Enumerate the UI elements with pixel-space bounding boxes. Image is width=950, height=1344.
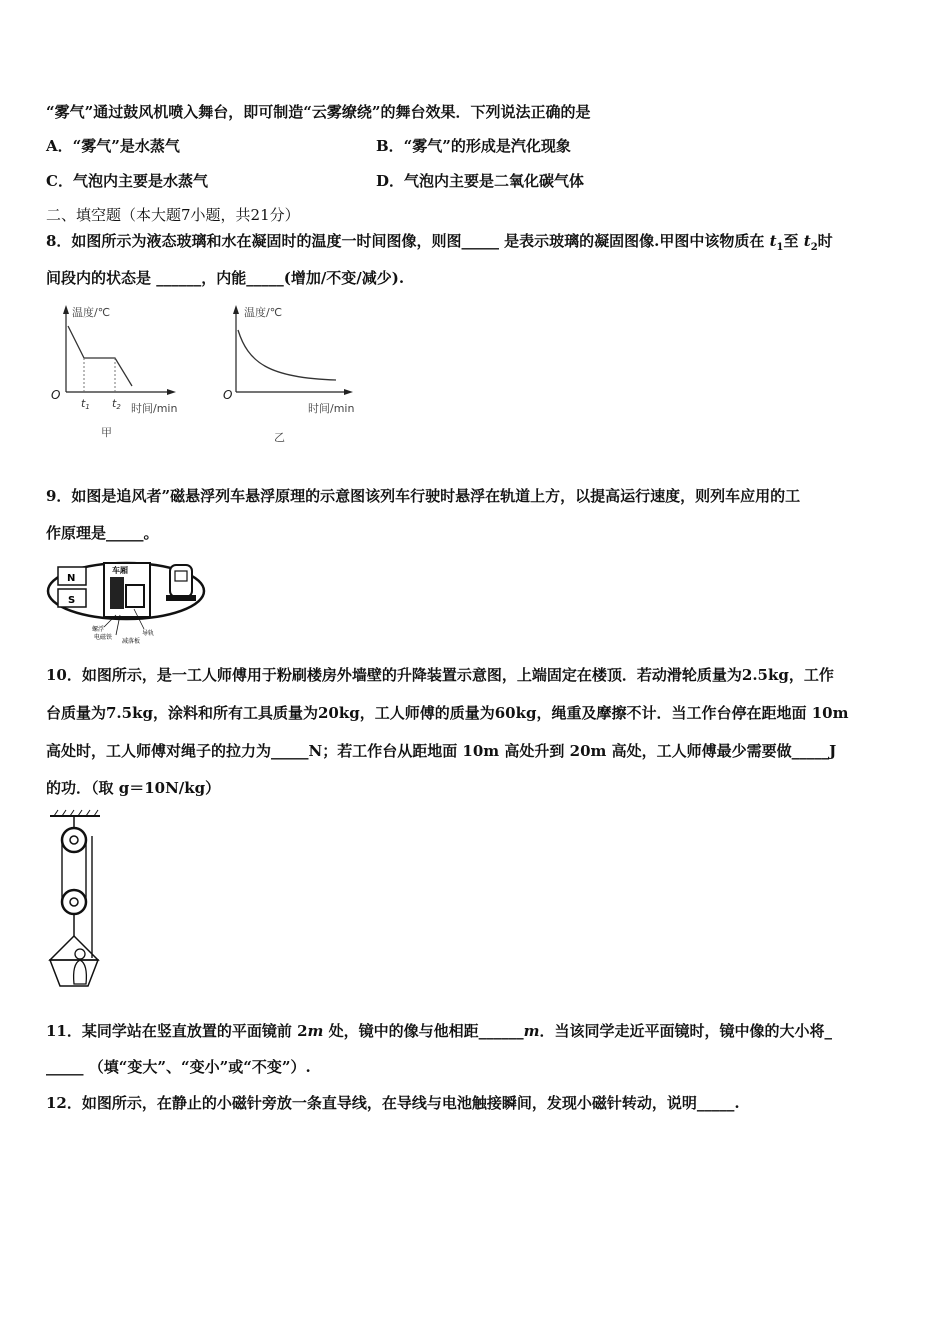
graph-jia-caption: 甲 (101, 426, 112, 439)
graph-jia-t1-sub: 1 (85, 403, 90, 411)
q10-line-3: 高处时，工人师傅对绳子的拉力为_____N；若工作台从距地面 10m 高处升到 20m 高处，工人师傅最少需要做_____J (46, 742, 837, 760)
q9-line-2: 作原理是_____。 (46, 524, 159, 542)
graph-jia-t1-label (81, 397, 90, 411)
maglev-label-2: 电磁铁 (94, 634, 113, 641)
q11-unit-m2: m (523, 1022, 540, 1040)
q11-part-a: 11．某同学站在竖直放置的平面镜前 2 (46, 1022, 308, 1040)
q8-line-2: 间段内的状态是 ______，内能_____(增加/不变/减少). (46, 269, 405, 287)
graph-jia-t1: t (81, 397, 86, 410)
q10-line-2: 台质量为7.5kg，涂料和所有工具质量为20kg，工人师傅的质量为60kg，绳重及摩擦不计．当工作台停在距地面 10m (46, 704, 849, 722)
worker-head (75, 949, 85, 959)
electromagnet-block (110, 577, 124, 609)
graph-yi-xlabel: 时间/min (308, 402, 355, 415)
graph-yi-y-arrow (233, 305, 239, 314)
q8-t2-sub: 2 (810, 242, 818, 253)
graph-jia-t2-sub: 2 (116, 403, 121, 411)
graph-yi-caption: 乙 (274, 431, 285, 444)
train-car-label: 车厢 (112, 566, 128, 575)
q8-graph-jia (46, 300, 206, 448)
fixed-pulley-hub (70, 836, 78, 844)
q8-t2: t (803, 232, 811, 250)
magnet-s-label: S (68, 595, 76, 606)
graph-yi-origin: O (223, 388, 233, 402)
q8-t1-sub: 1 (776, 242, 784, 253)
graph-yi-curve (238, 330, 336, 380)
q11-part-c: ．当该同学走近平面镜时，镜中像的大小将_ (539, 1022, 833, 1040)
graph-jia-y-arrow (63, 305, 69, 314)
worker-body (74, 960, 87, 984)
maglev-label-1: 螺浮 (92, 626, 105, 633)
q9-line-1: 9．如图是追风者”磁悬浮列车悬浮原理的示意图该列车行驶时悬浮在轨道上方，以提高运行速度，则列车应用的工 (46, 487, 801, 505)
graph-jia-curve (68, 326, 132, 386)
graph-yi-x-arrow (344, 389, 353, 395)
q7-option-b: B．“雾气”的形成是汽化现象 (376, 137, 571, 155)
q10-line-1: 10．如图所示，是一工人师傅用于粉刷楼房外墙壁的升降装置示意图，上端固定在楼顶．若动滑轮质量为2.5kg，工作 (46, 666, 834, 684)
train-window (175, 571, 187, 581)
graph-jia-t2-label (112, 397, 121, 411)
graph-yi-ylabel: 温度/℃ (244, 306, 283, 319)
q9-maglev-figure (46, 555, 206, 645)
maglev-label-4: 减落板 (122, 638, 141, 645)
guide-rail (126, 585, 144, 607)
front-rail (166, 595, 196, 601)
q8-line-1-suffix: 时 (817, 232, 833, 250)
graph-jia-x-arrow (167, 389, 176, 395)
q7-option-c: C．气泡内主要是水蒸气 (46, 172, 208, 190)
graph-jia-origin: O (51, 388, 61, 402)
q10-pulley-figure (44, 808, 110, 994)
q11-part-b: 处，镜中的像与他相距______ (323, 1022, 524, 1040)
q11-unit-m: m (307, 1022, 324, 1040)
maglev-label-3: 导轨 (142, 630, 155, 637)
q8-graph-yi (218, 300, 378, 448)
q7-option-d: D．气泡内主要是二氧化碳气体 (376, 172, 585, 190)
graph-jia-xlabel: 时间/min (131, 402, 178, 415)
magnet-n-label: N (67, 573, 76, 584)
q11-line-1 (46, 1021, 832, 1041)
q8-t1: t (769, 232, 777, 250)
q8-line-1-prefix: 8．如图所示为液态玻璃和水在凝固时的温度一时间图像，则图_____ 是表示玻璃的凝固图像.甲图中该物质在 (46, 232, 770, 250)
q7-option-a: A．“雾气”是水蒸气 (46, 137, 180, 155)
q10-line-4: 的功．（取 g＝10N/kg） (46, 779, 221, 797)
graph-jia-ylabel: 温度/℃ (72, 306, 111, 319)
q8-mid: 至 (783, 232, 804, 250)
q12-line-1: 12．如图所示，在静止的小磁针旁放一条直导线，在导线与电池触接瞬间，发现小磁针转动，说明_____. (46, 1094, 740, 1112)
q11-line-2: _____ （填“变大”、“变小”或“不变”）. (46, 1058, 311, 1076)
platform-frame (50, 936, 98, 960)
section-heading: 二、填空题（本大题7小题，共21分） (46, 206, 300, 224)
graph-jia-t2: t (112, 397, 117, 410)
q7-stem: “雾气”通过鼓风机喷入舞台，即可制造“云雾缭绕”的舞台效果．下列说法正确的是 (46, 103, 591, 121)
movable-pulley-hub (70, 898, 78, 906)
q8-line-1 (46, 231, 833, 258)
